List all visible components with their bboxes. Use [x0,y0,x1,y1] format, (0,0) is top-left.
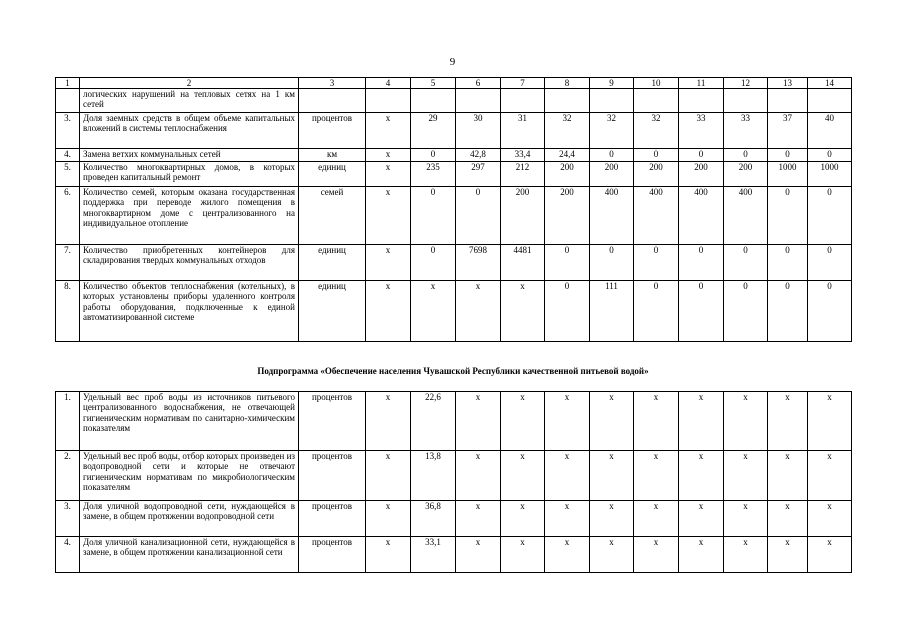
value-cell: 24,4 [545,149,590,162]
value-cell: х [634,501,679,537]
table-row [56,245,852,281]
value-cell: 40 [808,113,852,149]
table-row [56,281,852,342]
value-cell: х [366,245,411,281]
value-cell: х [456,281,501,342]
table-row [56,162,852,187]
column-number-7: 7 [501,78,545,89]
table-row [56,149,852,162]
table-row [56,187,852,245]
value-cell: 0 [590,245,634,281]
value-cell: 33,4 [501,149,545,162]
unit-of-measure: семей [299,187,366,245]
indicator-name: Замена ветхих коммунальных сетей [80,149,299,162]
unit-of-measure: процентов [299,501,366,537]
row-number: 8. [56,281,80,342]
value-cell: 0 [545,281,590,342]
value-cell: х [724,392,768,451]
value-cell: 0 [768,187,808,245]
value-cell: х [768,537,808,573]
value-cell: х [366,451,411,501]
unit-of-measure: процентов [299,537,366,573]
value-cell: 37 [768,113,808,149]
unit-of-measure [299,89,366,113]
value-cell: 4481 [501,245,545,281]
value-cell: х [679,451,724,501]
row-number: 5. [56,162,80,187]
value-cell: х [411,281,456,342]
value-cell [545,89,590,113]
value-cell: 400 [679,187,724,245]
indicators-table [55,77,852,342]
value-cell: х [501,451,545,501]
value-cell: 0 [545,245,590,281]
value-cell: х [366,187,411,245]
value-cell: 0 [634,149,679,162]
value-cell: 200 [724,162,768,187]
value-cell: х [634,451,679,501]
value-cell: 32 [545,113,590,149]
value-cell [456,89,501,113]
value-cell: х [366,149,411,162]
indicator-name: Доля заемных средств в общем объеме капитальных вложений в системы теплоснабжения [80,113,299,149]
table-row [56,537,852,573]
value-cell: х [808,537,852,573]
value-cell: 29 [411,113,456,149]
value-cell: 13,8 [411,451,456,501]
value-cell: х [808,451,852,501]
value-cell: 0 [411,187,456,245]
value-cell: 30 [456,113,501,149]
value-cell: 31 [501,113,545,149]
column-numbers-row [56,78,852,89]
table-row [56,89,852,113]
value-cell: х [545,392,590,451]
value-cell: 1000 [768,162,808,187]
indicator-name: Удельный вес проб воды, отбор которых произведен из водопроводной сети и которые не отвечают гигиеническим нормативам по микробиологическим показателям [80,451,299,501]
value-cell: 7698 [456,245,501,281]
value-cell: 0 [634,245,679,281]
unit-of-measure: процентов [299,392,366,451]
row-number: 6. [56,187,80,245]
value-cell: х [768,501,808,537]
value-cell: 0 [411,245,456,281]
value-cell: 400 [724,187,768,245]
value-cell [411,89,456,113]
value-cell: 200 [545,187,590,245]
value-cell [808,89,852,113]
row-number: 1. [56,392,80,451]
value-cell: 33,1 [411,537,456,573]
value-cell: 33 [679,113,724,149]
value-cell: х [724,537,768,573]
value-cell: 0 [808,245,852,281]
value-cell [768,89,808,113]
column-number-13: 13 [768,78,808,89]
value-cell: х [808,392,852,451]
column-number-9: 9 [590,78,634,89]
value-cell: 1000 [808,162,852,187]
page-number: 9 [449,56,456,68]
value-cell: х [768,392,808,451]
unit-of-measure: процентов [299,451,366,501]
value-cell: х [590,451,634,501]
value-cell: 200 [590,162,634,187]
value-cell: х [545,537,590,573]
value-cell: 200 [545,162,590,187]
value-cell: 0 [768,245,808,281]
value-cell: 200 [501,187,545,245]
value-cell: х [590,392,634,451]
value-cell: х [456,392,501,451]
unit-of-measure: км [299,149,366,162]
indicator-name: Удельный вес проб воды из источников питьевого централизованного водоснабжения, не отвечающей гигиеническим нормативам по санитарно-химическим показателям [80,392,299,451]
water-indicators-table [55,391,852,573]
value-cell: 212 [501,162,545,187]
value-cell: 0 [808,281,852,342]
value-cell: х [590,501,634,537]
value-cell: 200 [679,162,724,187]
value-cell: 235 [411,162,456,187]
value-cell: 0 [679,281,724,342]
row-number: 3. [56,113,80,149]
value-cell: 400 [590,187,634,245]
value-cell: х [456,451,501,501]
row-number: 4. [56,149,80,162]
row-number: 7. [56,245,80,281]
value-cell: х [724,501,768,537]
value-cell: 36,8 [411,501,456,537]
value-cell: 0 [679,149,724,162]
unit-of-measure: процентов [299,113,366,149]
indicator-name: Количество семей, которым оказана государственная поддержка при переводе жилого помещения в многоквартирном доме с централизованного на индивидуальное отопление [80,187,299,245]
row-number: 2. [56,451,80,501]
value-cell: х [366,281,411,342]
value-cell: 0 [808,149,852,162]
table-row [56,451,852,501]
value-cell [634,89,679,113]
indicators-table-body [56,78,852,342]
value-cell [501,89,545,113]
value-cell: 0 [768,281,808,342]
value-cell: х [724,451,768,501]
value-cell: 0 [456,187,501,245]
value-cell: х [768,451,808,501]
column-number-11: 11 [679,78,724,89]
value-cell: х [808,501,852,537]
indicator-name: Количество объектов теплоснабжения (котельных), в которых установлены приборы удаленного контроля работы оборудования, подключенные к единой автоматизированной системе [80,281,299,342]
column-number-10: 10 [634,78,679,89]
row-number: 4. [56,537,80,573]
indicator-name: Количество многоквартирных домов, в которых проведен капитальный ремонт [80,162,299,187]
row-number [56,89,80,113]
unit-of-measure: единиц [299,162,366,187]
column-number-2: 2 [80,78,299,89]
value-cell: 0 [411,149,456,162]
value-cell: 32 [590,113,634,149]
value-cell: 0 [724,281,768,342]
value-cell: х [634,392,679,451]
value-cell: 297 [456,162,501,187]
value-cell: 0 [808,187,852,245]
indicator-name: Доля уличной канализационной сети, нуждающейся в замене, в общем протяжении канализационной сети [80,537,299,573]
value-cell: х [366,501,411,537]
value-cell: 111 [590,281,634,342]
column-number-12: 12 [724,78,768,89]
value-cell: 42,8 [456,149,501,162]
value-cell: х [545,451,590,501]
value-cell: х [501,392,545,451]
value-cell: х [679,392,724,451]
row-number: 3. [56,501,80,537]
value-cell: х [679,537,724,573]
value-cell: х [456,537,501,573]
value-cell [366,89,411,113]
column-number-6: 6 [456,78,501,89]
value-cell: 0 [768,149,808,162]
value-cell: 33 [724,113,768,149]
value-cell: х [366,392,411,451]
column-number-8: 8 [545,78,590,89]
column-number-1: 1 [56,78,80,89]
value-cell: х [501,501,545,537]
column-number-3: 3 [299,78,366,89]
value-cell: х [679,501,724,537]
value-cell: х [366,113,411,149]
unit-of-measure: единиц [299,245,366,281]
value-cell: 0 [634,281,679,342]
table-row [56,113,852,149]
table-row [56,501,852,537]
indicator-name: Количество приобретенных контейнеров для складирования твердых коммунальных отходов [80,245,299,281]
value-cell [679,89,724,113]
value-cell: х [501,537,545,573]
value-cell: 0 [724,245,768,281]
value-cell: 32 [634,113,679,149]
value-cell: 200 [634,162,679,187]
water-indicators-table-body [56,392,852,573]
table-row [56,392,852,451]
value-cell: 0 [724,149,768,162]
indicator-name: логических нарушений на тепловых сетях на 1 км сетей [80,89,299,113]
value-cell: 400 [634,187,679,245]
value-cell: х [545,501,590,537]
unit-of-measure: единиц [299,281,366,342]
subprogram-title: Подпрограмма «Обеспечение населения Чувашской Республики качественной питьевой водой» [257,366,649,376]
column-number-14: 14 [808,78,852,89]
value-cell: 0 [679,245,724,281]
indicator-name: Доля уличной водопроводной сети, нуждающейся в замене, в общем протяжении водопроводной сети [80,501,299,537]
column-number-5: 5 [411,78,456,89]
value-cell: х [456,501,501,537]
value-cell: х [590,537,634,573]
value-cell: х [501,281,545,342]
column-number-4: 4 [366,78,411,89]
value-cell: 0 [590,149,634,162]
value-cell [590,89,634,113]
value-cell: 22,6 [411,392,456,451]
value-cell [724,89,768,113]
value-cell: х [634,537,679,573]
value-cell: х [366,537,411,573]
value-cell: х [366,162,411,187]
